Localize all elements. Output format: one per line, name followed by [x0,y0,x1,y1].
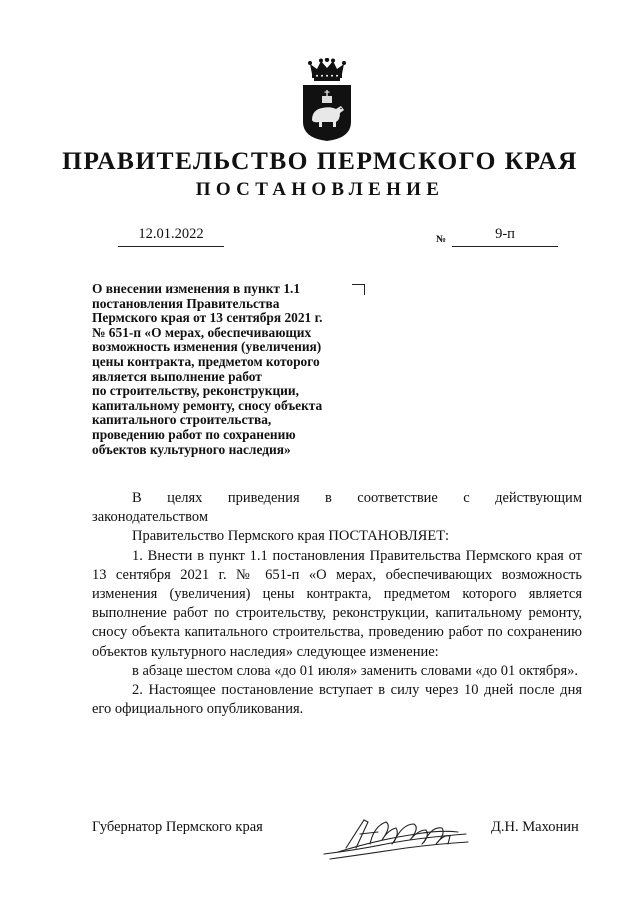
document-type: ПОСТАНОВЛЕНИЕ [195,179,445,200]
subject-line: капитальному ремонту, сносу объекта [92,397,323,413]
subject-line: Пермского края от 13 сентября 2021 г. [92,310,323,326]
subject-line: № 651-п «О мерах, обеспечивающих [92,324,312,340]
subject-line: постановления Правительства [92,295,280,311]
document-number: 9-п [495,226,515,242]
subject-line: проведению работ по сохранению [92,426,296,442]
signatory-name: Д.Н. Махонин [491,819,579,835]
coat-of-arms-icon [300,58,354,142]
document-date: 12.01.2022 [138,226,204,242]
subject-line: капитального строительства, [92,412,272,428]
paragraph-resolves: Правительство Пермского края ПОСТАНОВЛЯЕТ: [132,528,450,545]
subject-corner-mark [352,284,365,295]
date-field [118,226,224,247]
subject-line: О внесении изменения в пункт 1.1 [92,281,301,296]
subject-line: является выполнение работ [92,368,262,384]
subject-line: объектов культурного наследия» [92,441,291,457]
handwritten-signature-icon [316,804,476,866]
subject-line: по строительству, реконструкции, [92,383,299,399]
paragraph-amendment: в абзаце шестом слова «до 01 июля» заменить словами «до 01 октября». [132,662,579,679]
signatory-title: Губернатор Пермского края [92,819,263,835]
number-sign: № [436,234,447,245]
document-body [92,489,582,719]
subject-line: возможность изменения (увеличения) [92,339,322,355]
paragraph-preamble-cont: законодательством [92,509,209,526]
number-field [452,226,558,247]
government-title: ПРАВИТЕЛЬСТВО ПЕРМСКОГО КРАЯ [62,146,578,175]
subject-line: цены контракта, предметом которого [92,353,320,369]
document-subject [92,282,382,457]
paragraph-item-2: 2. Настоящее постановление вступает в силу через 10 дней после дня его официального опубликования. [92,682,582,718]
paragraph-item-1: 1. Внести в пункт 1.1 постановления Правительства Пермского края от 13 сентября 2021 г. № 651-п «О мерах, обеспечивающих возможность изменения (увеличения) цены контракта, предметом которого является выполнение работ по строительству, реконструкции, капитальному ремонту, сносу объекта капитального строительства, проведению работ по сохранению объектов культурного наследия» следующее изменение: [92,547,582,660]
paragraph-preamble: В целях приведения в соответствие с действующим [132,490,582,506]
